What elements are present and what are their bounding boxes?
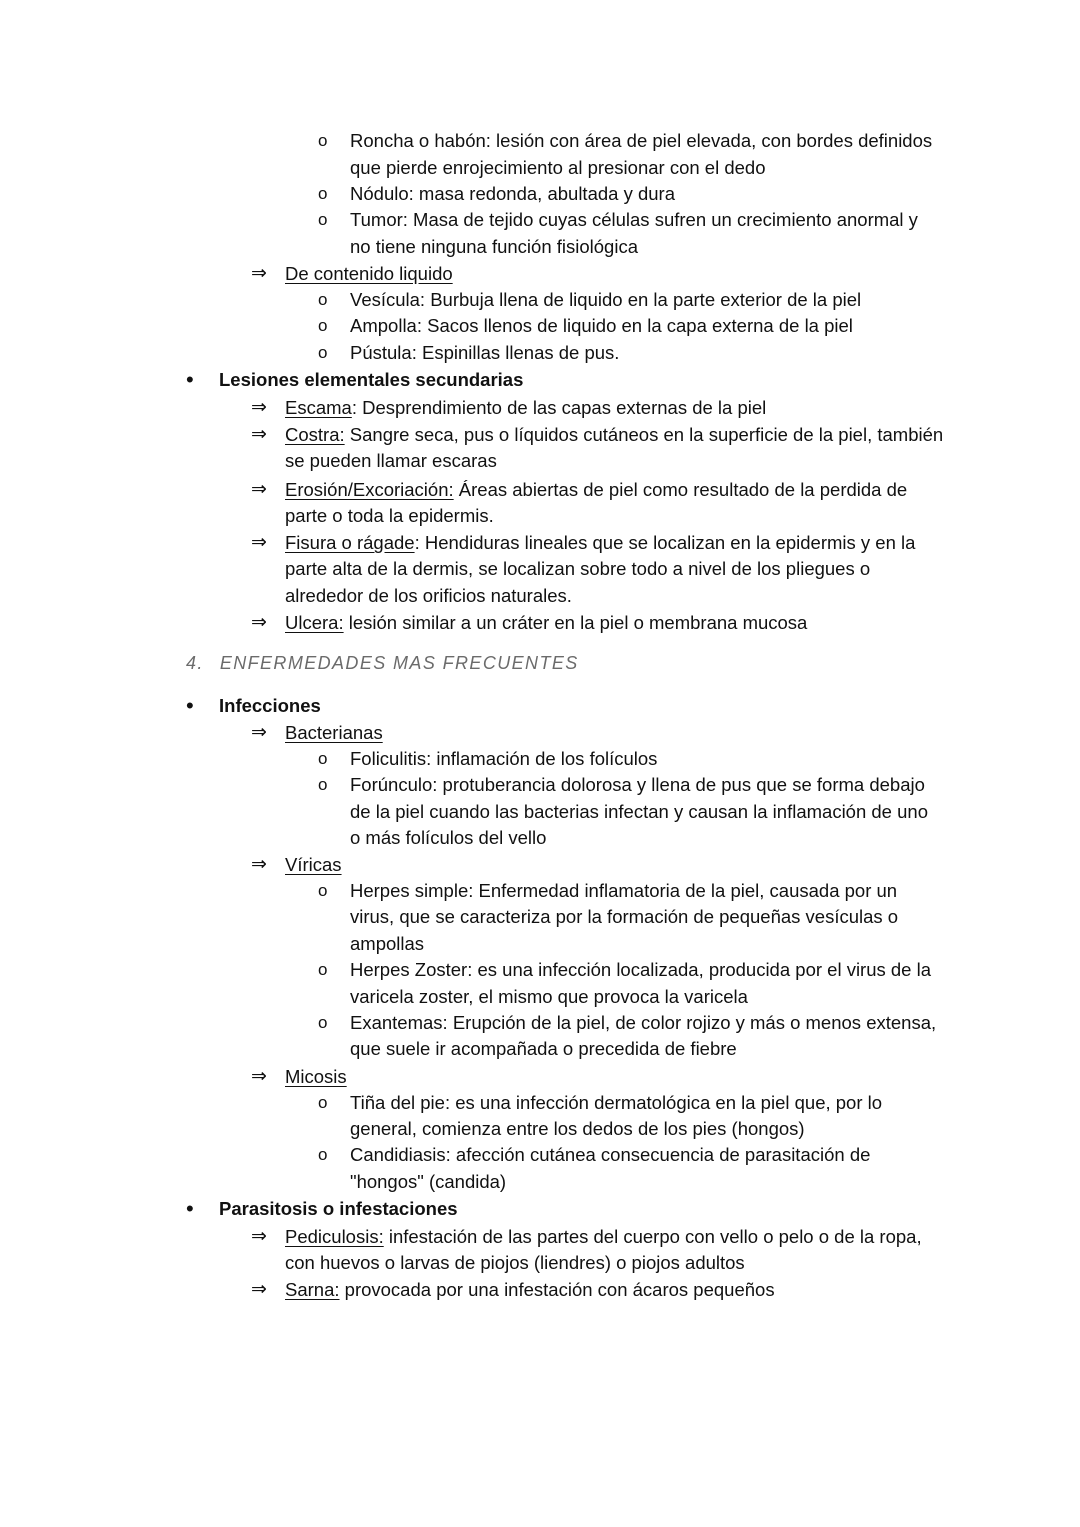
list-item-erosion-cont: parte o toda la epidermis. [285, 505, 494, 526]
list-item-herpes-simple-cont: virus, que se caracteriza por la formación de pequeñas vesículas o [350, 906, 899, 927]
bullet-icon: • [186, 1196, 194, 1221]
list-item-herpes-zoster: Herpes Zoster: es una infección localizada, producida por el virus de la [350, 959, 932, 980]
bullet-icon: • [186, 693, 194, 718]
def-costra: Sangre seca, pus o líquidos cutáneos en la superficie de la piel, también [344, 424, 944, 445]
term-escama: Escama [285, 397, 352, 418]
circle-bullet-icon: o [318, 290, 328, 309]
section-title-parasitosis: Parasitosis o infestaciones [219, 1198, 458, 1219]
list-item-forunculo-cont: de la piel cuando las bacterias infectan y causan la inflamación de uno [350, 801, 928, 822]
list-item-pediculosis-cont: con huevos o larvas de piojos (liendres) o piojos adultos [285, 1252, 745, 1273]
def-ulcera: lesión similar a un cráter en la piel o membrana mucosa [343, 612, 808, 633]
arrow-icon: ⇒ [251, 612, 267, 633]
circle-bullet-icon: o [318, 184, 328, 203]
circle-bullet-icon: o [318, 316, 328, 335]
circle-bullet-icon: o [318, 749, 328, 768]
list-item-tina: Tiña del pie: es una infección dermatológica en la piel que, por lo [350, 1092, 883, 1113]
circle-bullet-icon: o [318, 210, 328, 229]
list-item-costra [285, 422, 943, 448]
circle-bullet-icon: o [318, 131, 328, 150]
list-item-exantemas-cont: que suele ir acompañada o precedida de fiebre [350, 1038, 737, 1059]
subheading-liquido: De contenido liquido [285, 263, 453, 284]
list-item-roncha-cont: que pierde enrojecimiento al presionar con el dedo [350, 157, 766, 178]
list-item-escama [285, 395, 766, 421]
list-item-forunculo: Forúnculo: protuberancia dolorosa y llena de pus que se forma debajo [350, 774, 925, 795]
arrow-icon: ⇒ [251, 397, 267, 418]
arrow-icon: ⇒ [251, 722, 267, 743]
list-item-candidiasis-cont: "hongos" (candida) [350, 1171, 507, 1192]
arrow-icon: ⇒ [251, 263, 267, 284]
circle-bullet-icon: o [318, 1145, 328, 1164]
list-item-costra-cont: se pueden llamar escaras [285, 450, 497, 471]
subheading-viricas: Víricas [285, 854, 342, 875]
arrow-icon: ⇒ [251, 479, 267, 500]
list-item-nodulo: Nódulo: masa redonda, abultada y dura [350, 183, 675, 204]
list-item-exantemas: Exantemas: Erupción de la piel, de color rojizo y más o menos extensa, [350, 1012, 937, 1033]
list-item-tumor-cont: no tiene ninguna función fisiológica [350, 236, 638, 257]
list-item-herpes-simple: Herpes simple: Enfermedad inflamatoria de la piel, causada por un [350, 880, 898, 901]
arrow-icon: ⇒ [251, 1279, 267, 1300]
list-item-erosion [285, 477, 907, 503]
term-fisura: Fisura o rágade [285, 532, 415, 553]
section-title-infecciones: Infecciones [219, 695, 321, 716]
arrow-icon: ⇒ [251, 854, 267, 875]
list-item-sarna [285, 1277, 775, 1303]
list-item-fisura-cont: parte alta de la dermis, se localizan sobre todo a nivel de los pliegues o [285, 558, 871, 579]
list-item-pustula: Pústula: Espinillas llenas de pus. [350, 342, 620, 363]
arrow-icon: ⇒ [251, 1226, 267, 1247]
def-erosion: Áreas abiertas de piel como resultado de la perdida de [453, 479, 908, 500]
subheading-micosis: Micosis [285, 1066, 347, 1087]
arrow-icon: ⇒ [251, 532, 267, 553]
list-item-ulcera [285, 610, 807, 636]
def-pediculosis: infestación de las partes del cuerpo con vello o pelo o de la ropa, [383, 1226, 922, 1247]
def-fisura: : Hendiduras lineales que se localizan en la epidermis y en la [414, 532, 916, 553]
list-item-tina-cont: general, comienza entre los dedos de los pies (hongos) [350, 1118, 805, 1139]
section-heading [186, 650, 579, 676]
list-item-vesicula: Vesícula: Burbuja llena de liquido en la parte exterior de la piel [350, 289, 862, 310]
list-item-fisura-cont2: alrededor de los orificios naturales. [285, 585, 572, 606]
subheading-bacterianas: Bacterianas [285, 722, 383, 743]
term-costra: Costra: [285, 424, 345, 445]
term-sarna: Sarna: [285, 1279, 340, 1300]
term-ulcera: Ulcera: [285, 612, 344, 633]
term-pediculosis: Pediculosis: [285, 1226, 384, 1247]
list-item-roncha: Roncha o habón: lesión con área de piel elevada, con bordes definidos [350, 130, 933, 151]
list-item-ampolla: Ampolla: Sacos llenos de liquido en la capa externa de la piel [350, 315, 853, 336]
section-title-secundarias: Lesiones elementales secundarias [219, 369, 524, 390]
list-item-pediculosis [285, 1224, 922, 1250]
circle-bullet-icon: o [318, 881, 328, 900]
list-item-foliculitis: Foliculitis: inflamación de los folículos [350, 748, 658, 769]
list-item-tumor: Tumor: Masa de tejido cuyas células sufren un crecimiento anormal y [350, 209, 918, 230]
term-erosion: Erosión/Excoriación: [285, 479, 454, 500]
circle-bullet-icon: o [318, 1013, 328, 1032]
list-item-herpes-simple-cont2: ampollas [350, 933, 425, 954]
heading-text: ENFERMEDADES MAS FRECUENTES [219, 653, 579, 673]
arrow-icon: ⇒ [251, 424, 267, 445]
def-escama: : Desprendimiento de las capas externas de la piel [351, 397, 767, 418]
list-item-herpes-zoster-cont: varicela zoster, el mismo que provoca la varicela [350, 986, 748, 1007]
list-item-fisura [285, 530, 915, 556]
heading-number: 4. [186, 653, 204, 673]
def-sarna: provocada por una infestación con ácaros pequeños [339, 1279, 775, 1300]
list-item-candidiasis: Candidiasis: afección cutánea consecuencia de parasitación de [350, 1144, 871, 1165]
circle-bullet-icon: o [318, 343, 328, 362]
list-item-forunculo-cont2: o más folículos del vello [350, 827, 547, 848]
circle-bullet-icon: o [318, 1093, 328, 1112]
arrow-icon: ⇒ [251, 1066, 267, 1087]
circle-bullet-icon: o [318, 775, 328, 794]
circle-bullet-icon: o [318, 960, 328, 979]
bullet-icon: • [186, 367, 194, 392]
